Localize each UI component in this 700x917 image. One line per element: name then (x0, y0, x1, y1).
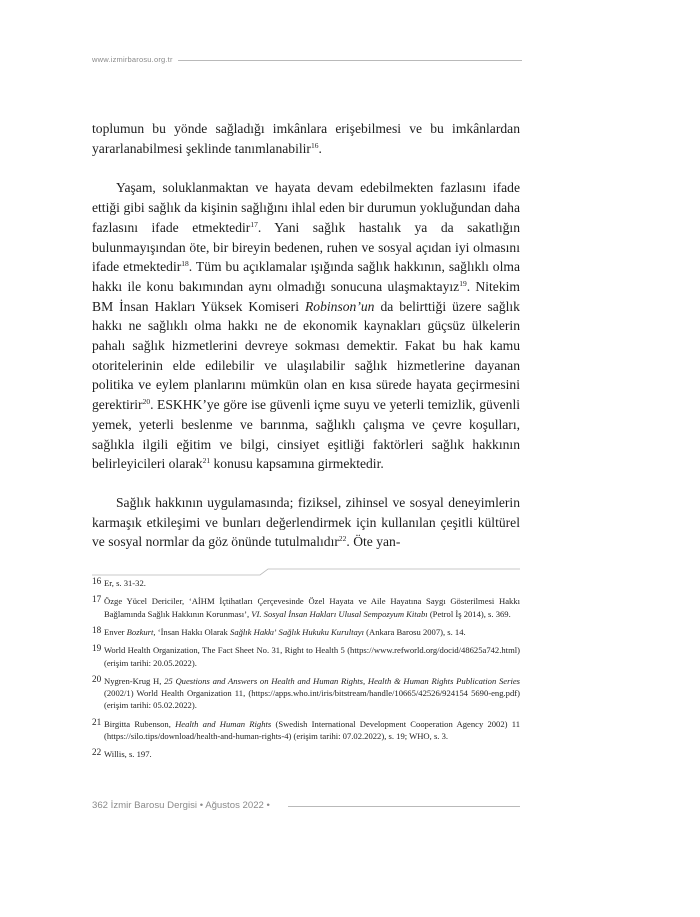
footnote-20 (92, 673, 520, 712)
footnote-text: (Petrol İş 2014), s. 369. (427, 608, 511, 619)
paragraph-2-g: konusu kapsamına girmektedir. (210, 456, 384, 472)
footnote-ref-21[interactable]: 21 (202, 456, 211, 466)
footnote-italic: Health and Human Rights (175, 718, 272, 729)
paragraph-2-f: . ESKHK’ye göre ise güvenli içme suyu ve yeterli temizlik, güvenli yemek, yeterli beslenme ve barınma, sağlıklı çalışma ve çevre koşulları, sağlıkla ilgili eğitim ve bilgi, cinsiyet eşitliği faktörleri sağlık hakkının belirleyicileri olarak (92, 397, 520, 472)
footnote-text: Birgitta Rubenson, (104, 718, 176, 729)
footnote-text: , ‘İnsan Hakkı Olarak (153, 626, 231, 637)
body-text (92, 119, 520, 552)
footnote-text: World Health Organization, The Fact Sheet No. 31, Right to Health 5 (https://www.refworld.org/docid/48625a742.html) (erişim tarihi: 20.05.2022). (104, 645, 520, 668)
paragraph-1-text: toplumun bu yönde sağladığı imkânlara erişebilmesi ve bu imkânlardan yararlanabilmesi şeklinde tanımlanabilir (92, 121, 520, 156)
paragraph-2-d: . Nitekim BM İnsan Hakları Yüksek Komiseri (92, 278, 520, 314)
footnote-19 (92, 642, 520, 668)
footnote-ref-18[interactable]: 18 (181, 259, 189, 269)
footnote-text: (2002/1) World Health Organization 11, (https://apps.who.int/iris/bitstream/handle/10665/42526/924154 5690-eng.pdf) (erişim tarihi: 05.02.2022). (104, 688, 520, 711)
footnote-16 (92, 575, 520, 589)
paragraph-1-end: . (318, 140, 322, 156)
footnote-text: Willis, s. 197. (104, 749, 152, 760)
footnote-text: (Ankara Barosu 2007), s. 14. (364, 626, 466, 637)
footnote-text: Er, s. 31-32. (104, 578, 146, 588)
footnote-text: ’ (274, 626, 279, 637)
footnote-ref-20[interactable]: 20 (142, 397, 151, 407)
footnote-italic: Sağlık Hukuku Kurultayı (278, 626, 364, 637)
footnote-number: 17 (92, 594, 102, 605)
footnote-17 (92, 593, 520, 619)
footnote-number: 18 (92, 624, 102, 635)
footnote-number: 22 (92, 747, 102, 758)
footnote-text: Enver (104, 626, 127, 637)
footnote-text: Özge Yücel Dericiler, ‘AİHM İçtihatları Çerçevesinde Özel Hayata ve Aile Hayatına Saygı Gösterilmesi Hakkı Bağlamında Sağlık Hakkının Korunması’, (104, 596, 520, 619)
paragraph-1 (92, 119, 520, 158)
footnote-italic: VI. Sosyal İnsan Hakları Ulusal Sempozyum Kitabı (251, 608, 428, 619)
footnote-italic: 25 Questions and Answers on Health and Human Rights, Health & Human Rights Publication Series (164, 675, 520, 686)
paragraph-3-text: Sağlık hakkının uygulamasında; fiziksel, zihinsel ve sosyal deneyimlerin karmaşık etkileşimi ve bunları değerlendirmek için kullanılan çeşitli kültürel ve sosyal normlar da göz önünde tutulmalıdır (92, 494, 520, 550)
paragraph-2-e: da belirttiği üzere sağlık hakkı ne sağlıklı olma hakkı ne de ekonomik kaynakları güçsüz ülkelerin pahalı sağlık hizmetlerini devreye sokması demektir. Fakat bu hak kamu otoritelerinin elde edilebilir ve ulaşılabilir sağlık hizmetlerine dayanan politika ve eylem planlarını mümkün olan en kısa sürede hayata geçirmesini gerektirir (92, 298, 520, 413)
paragraph-3-end: . Öte yan- (346, 534, 401, 550)
page-footer: 362 İzmir Barosu Dergisi • Ağustos 2022 • (92, 800, 270, 811)
footnote-ref-17[interactable]: 17 (250, 219, 258, 229)
footnote-italic: Bozkurt (126, 626, 154, 637)
footnote-number: 16 (92, 576, 102, 586)
footnote-number: 21 (92, 716, 102, 727)
paragraph-2 (92, 178, 520, 474)
footnote-ref-19[interactable]: 19 (459, 278, 467, 288)
footnote-text: (Swedish International Development Cooperation Agency 2002) 11 (https://silo.tips/download/health-and-human-rights-4) (erişim tarihi: 07.02.2022), s. 19; WHO, s. 3. (104, 718, 520, 741)
footnote-21 (92, 716, 520, 742)
footnote-number: 19 (92, 643, 102, 654)
header-rule (178, 60, 522, 61)
footnote-18 (92, 624, 520, 638)
paragraph-3 (92, 493, 520, 552)
footnote-text: Nygren-Krug H, (104, 675, 165, 686)
paragraph-2-italic-name: Robinson’un (304, 298, 375, 314)
footnote-italic: Sağlık Hakkı (230, 626, 275, 637)
header-url: www.izmirbarosu.org.tr (92, 55, 173, 64)
footer-rule (288, 806, 520, 807)
footnotes (92, 575, 520, 765)
footnote-22 (92, 746, 520, 760)
paragraph-2-a: Yaşam, soluklanmaktan ve hayata devam edebilmekten fazlasını ifade ettiği gibi sağlık da kişinin sağlığını ihlal eden bir durumun yokluğundan daha fazlasını ifade etmektedir (92, 180, 520, 235)
paragraph-2-b: . Yani sağlık hastalık ya da sakatlığın bulunmayışından öte, bir bireyin bedenen, ruhen ve sosyal açıdan iyi olmasını ifade etmektedir (92, 219, 520, 275)
paragraph-2-c: . Tüm bu açıklamalar ışığında sağlık hakkının, sağlıklı olma hakkı ile konu bakımından aynı olmadığı sonucuna ulaşmaktayız (92, 259, 520, 294)
footnote-number: 20 (92, 673, 102, 684)
footnote-ref-22[interactable]: 22 (338, 534, 347, 544)
footnote-ref-16[interactable]: 16 (310, 140, 319, 150)
